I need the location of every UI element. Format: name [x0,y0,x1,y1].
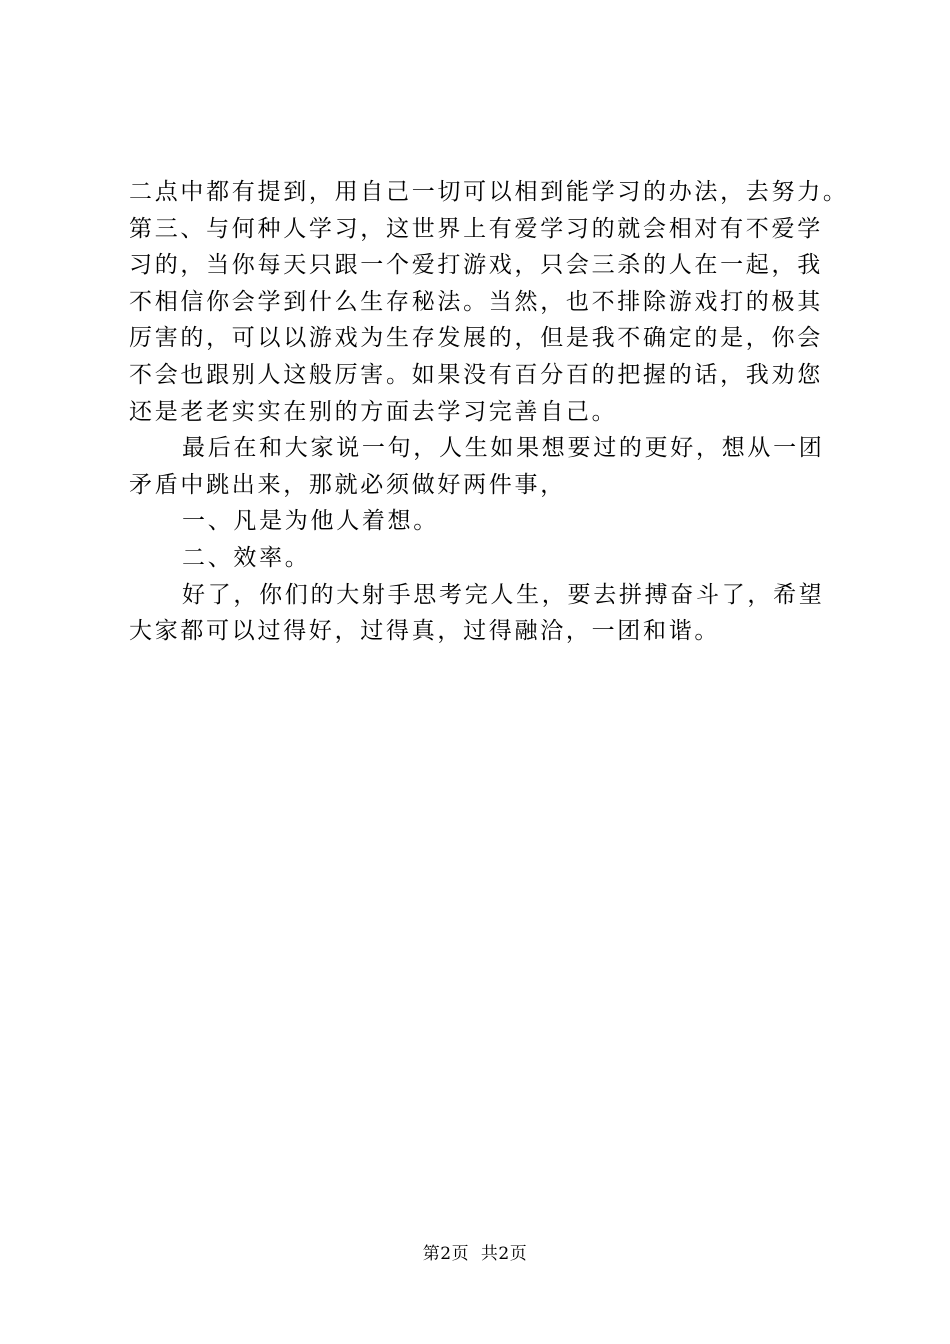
text-line: 二、效率。 [182,544,311,571]
page-footer [0,1243,950,1265]
text-line: 不相信你会学到什么生存秘法。当然，也不排除游戏打的极其 [129,288,823,315]
text-line: 厉害的，可以以游戏为生存发展的，但是我不确定的是，你会 [129,325,823,352]
text-line: 还是老老实实在别的方面去学习完善自己。 [129,398,618,425]
text-line: 第三、与何种人学习，这世界上有爱学习的就会相对有不爱学 [129,215,823,242]
page-number-label: 第2页 共2页 [422,1244,528,1264]
text-line: 大家都可以过得好，过得真，过得融洽，一团和谐。 [129,618,721,645]
text-line: 一、凡是为他人着想。 [182,508,439,535]
text-line: 不会也跟别人这般厉害。如果没有百分百的把握的话，我劝您 [129,361,823,388]
text-line: 好了，你们的大射手思考完人生，要去拼搏奋斗了，希望 [182,581,825,608]
text-line: 二点中都有提到，用自己一切可以相到能学习的办法，去努力。 [129,179,849,205]
text-line: 最后在和大家说一句，人生如果想要过的更好，想从一团 [182,435,825,462]
text-line: 矛盾中跳出来，那就必须做好两件事， [129,471,566,498]
text-line: 习的，当你每天只跟一个爱打游戏，只会三杀的人在一起，我 [129,252,823,279]
document-body [129,174,849,650]
